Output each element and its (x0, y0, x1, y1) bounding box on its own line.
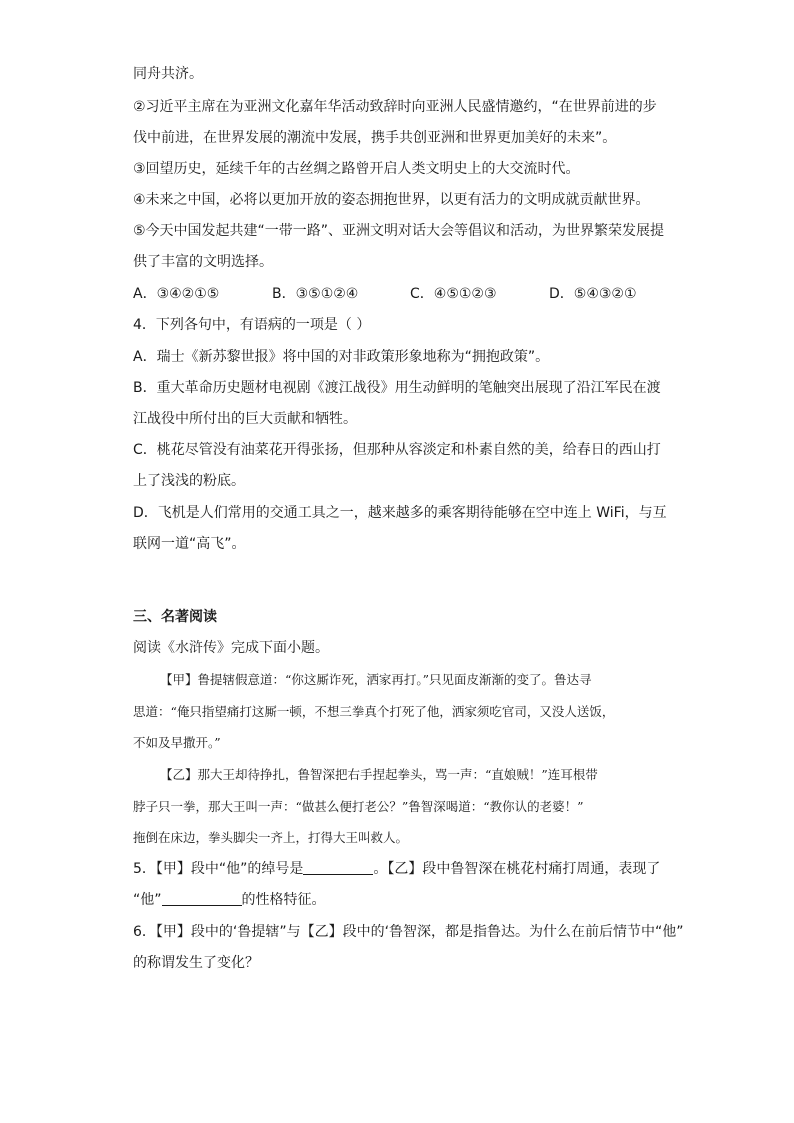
q3-sentence-2-line-2: 伐中前进，在世界发展的潮流中发展，携手共创亚洲和世界更加美好的未来”。 (133, 130, 617, 146)
q5-blank-nickname[interactable] (303, 860, 373, 875)
q4-option-c-line-2: 上了浅浅的粉底。 (133, 473, 245, 489)
q3-option-d[interactable]: D．⑤④③②① (549, 286, 637, 302)
q5-text-a: 5．【甲】段中“他”的绰号是 (133, 861, 304, 877)
q5-text-d: 的性格特征。 (241, 892, 326, 908)
q3-sentence-5-line-2: 供了丰富的文明选择。 (133, 254, 273, 270)
q4-stem: 4．下列各句中，有语病的一项是（ ） (133, 317, 371, 333)
q3-sentence-2-line-1: ②习近平主席在为亚洲文化嘉年华活动致辞时向亚洲人民盛情邀约，“在世界前进的步 (133, 99, 657, 115)
q5-line-1 (133, 859, 660, 879)
q3-sentence-3: ③回望历史，延续千年的古丝绸之路曾开启人类文明史上的大交流时代。 (133, 161, 580, 177)
q4-option-d-line-1[interactable]: D．飞机是人们常用的交通工具之一，越来越多的乘客期待能够在空中连上 WiFi，与互 (133, 505, 667, 521)
q3-option-c[interactable]: C．④⑤①②③ (410, 286, 497, 302)
q3-option-b[interactable]: B．③⑤①②④ (272, 286, 359, 302)
passage-jia-line-1: 【甲】鲁提辖假意道：“你这厮诈死，洒家再打。”只见面皮渐渐的变了。鲁达寻 (160, 672, 592, 687)
q4-option-b-line-1[interactable]: B．重大革命历史题材电视剧《渡江战役》用生动鲜明的笔触突出展现了沿江军民在渡 (133, 380, 661, 396)
q6-line-2: 的称谓发生了变化？ (133, 955, 259, 971)
q4-option-d-line-2: 联网一道“高飞”。 (133, 536, 246, 552)
passage-yi-line-3: 拖倒在床边，拳头脚尖一齐上，打得大王叫救人。 (133, 830, 409, 845)
q3-sentence-5-line-1: ⑤今天中国发起共建“一带一路”、亚洲文明对话大会等倡议和活动，为世界繁荣发展提 (133, 223, 665, 239)
q5-text-c: “他” (133, 892, 162, 908)
reading-intro: 阅读《水浒传》完成下面小题。 (133, 640, 329, 656)
q3-option-a[interactable]: A．③④②①⑤ (133, 286, 220, 302)
passage-jia-line-3: 不如及早撒开。” (133, 735, 221, 750)
q3-sentence-4: ④未来之中国，必将以更加开放的姿态拥抱世界，以更有活力的文明成就贡献世界。 (133, 192, 650, 208)
passage-yi-line-2: 脖子只一拳，那大王叫一声：“做甚么便打老公？”鲁智深喝道：“教你认的老婆！” (133, 799, 584, 814)
passage-jia-line-2: 思道：“俺只指望痛打这厮一顿，不想三拳真个打死了他，洒家须吃官司，又没人送饭， (133, 704, 615, 719)
q4-option-a[interactable]: A．瑞士《新苏黎世报》将中国的对非政策形象地称为“拥抱政策”。 (133, 349, 550, 365)
q6-line-1: 6．【甲】段中的‘鲁提辖”与【乙】段中的‘鲁智深，都是指鲁达。为什么在前后情节中“他” (133, 924, 684, 940)
section-heading: 三、名著阅读 (133, 609, 217, 625)
passage-yi-line-1: 【乙】那大王却待挣扎，鲁智深把右手捏起拳头，骂一声：“直娘贼！”连耳根带 (160, 767, 598, 782)
q3-sentence-1-tail: 同舟共济。 (133, 66, 203, 82)
q4-option-b-line-2: 江战役中所付出的巨大贡献和牺牲。 (133, 411, 357, 427)
q5-blank-trait[interactable] (162, 891, 242, 906)
q5-text-b: 。【乙】段中鲁智深在桃花村痛打周通，表现了 (373, 861, 661, 877)
q5-line-2 (133, 890, 326, 910)
q4-option-c-line-1[interactable]: C．桃花尽管没有油菜花开得张扬，但那种从容淡定和朴素自然的美，给春日的西山打 (133, 442, 661, 458)
